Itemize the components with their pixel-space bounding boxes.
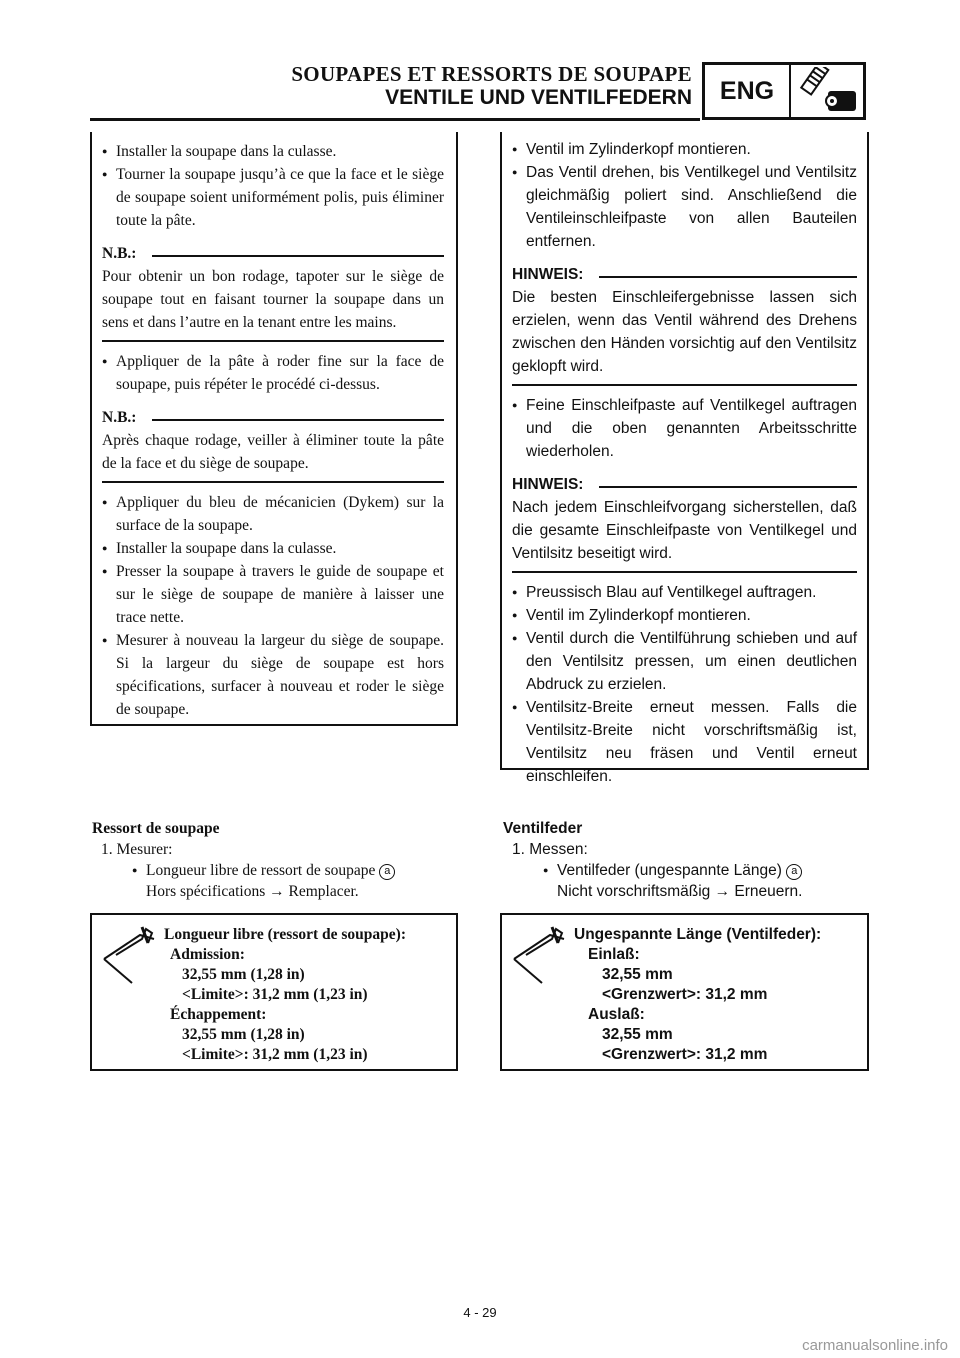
spec-intake-limit: <Limite>: 31,2 mm (1,23 in) [182, 986, 368, 1003]
list-item: ● Presser la soupape à travers le guide de soupape et sur le siège de soupape de manière à laisser une trace nette. [102, 560, 444, 629]
list-item: ● Mesurer à nouveau la largeur du siège de soupape. Si la largeur du siège de soupape est hors spécifications, surfacer à nouveau et roder le siège de soupape. [102, 629, 444, 721]
spec-exhaust-value: 32,55 mm (1,28 in) [182, 1026, 305, 1043]
note-heading [512, 473, 857, 496]
header-rule [90, 118, 700, 121]
spec-box-fr [90, 913, 458, 1071]
spec-intake-label: Einlaß: [588, 946, 640, 963]
note-label: N.B.: [102, 245, 137, 262]
spec-title: Longueur libre (ressort de soupape): [164, 926, 406, 943]
spec-box-de [500, 913, 869, 1071]
callout-marker: a [379, 864, 395, 880]
section-valve-spring-fr [92, 818, 458, 902]
list-item: ● Appliquer de la pâte à roder fine sur la face de soupape, puis répéter le procédé ci-dessus. [102, 350, 444, 396]
spec-intake-value: 32,55 mm [602, 966, 673, 983]
list-item [132, 860, 458, 881]
spec-exhaust-value: 32,55 mm [602, 1026, 673, 1043]
header-title-de: VENTILE UND VENTILFEDERN [385, 86, 692, 109]
list-item: ● Ventil im Zylinderkopf montieren. [512, 138, 857, 161]
spec-intake-label: Admission: [170, 946, 245, 963]
section-valve-spring-de [503, 818, 869, 902]
caliper-icon [512, 925, 566, 990]
instructions-box-fr [90, 132, 458, 726]
item-action: Nicht vorschriftsmäßig → Erneuern. [557, 883, 803, 900]
item-action: Hors spécifications → Remplacer. [146, 883, 359, 900]
list-item: ● Ventil im Zylinderkopf montieren. [512, 604, 857, 627]
item-text: Longueur libre de ressort de soupape [146, 862, 376, 879]
callout-marker: a [786, 864, 802, 880]
list-item: ● Ventil durch die Ventilführung schieben und auf den Ventilsitz pressen, um einen deutlichen Abdruck zu erzielen. [512, 627, 857, 696]
note-text: Die besten Einschleifergebnisse lassen sich erzielen, wenn das Ventil während des Drehens zwischen den Händen vorsichtig auf den Ventilsitz geklopft wird. [512, 286, 857, 386]
list-item [543, 860, 869, 881]
note-heading [512, 263, 857, 286]
spec-text [574, 925, 821, 1065]
list-item: ● Appliquer du bleu de mécanicien (Dykem) sur la surface de la soupape. [102, 491, 444, 537]
spec-exhaust-limit: <Limite>: 31,2 mm (1,23 in) [182, 1046, 368, 1063]
section-title: Ventilfeder [503, 820, 583, 837]
spec-exhaust-limit: <Grenzwert>: 31,2 mm [602, 1046, 768, 1063]
step-label: 1. Mesurer: [101, 841, 173, 858]
list-item: ● Feine Einschleifpaste auf Ventilkegel auftragen und die oben genannten Arbeitsschritte wiederholen. [512, 394, 857, 463]
list-item: ● Tourner la soupape jusqu’à ce que la face et le siège de soupape soient uniformément polis, puis éliminer toute la pâte. [102, 163, 444, 232]
instructions-box-de [500, 132, 869, 785]
spec-intake-value: 32,55 mm (1,28 in) [182, 966, 305, 983]
engine-tool-icon [791, 65, 863, 117]
note-label: N.B.: [102, 409, 137, 426]
header-title-fr: SOUPAPES ET RESSORTS DE SOUPAPE [291, 62, 692, 86]
note-heading [102, 406, 444, 429]
eng-badge [702, 62, 866, 120]
note-label: HINWEIS: [512, 266, 584, 283]
list-item: ● Ventilsitz-Breite erneut messen. Falls die Ventilsitz-Breite nicht vorschriftsmäßig ist, Ventilsitz neu fräsen und Ventil erneut einschleifen. [512, 696, 857, 788]
page-number: 4 - 29 [463, 1305, 497, 1320]
spec-exhaust-label: Auslaß: [588, 1006, 645, 1023]
spec-text [164, 925, 406, 1065]
list-item: ● Installer la soupape dans la culasse. [102, 140, 444, 163]
spec-exhaust-label: Échappement: [170, 1006, 267, 1023]
watermark: carmanualsonline.info [802, 1337, 948, 1354]
item-text: Ventilfeder (ungespannte Länge) [557, 862, 782, 879]
section-title: Ressort de soupape [92, 820, 220, 837]
note-text: Après chaque rodage, veiller à éliminer toute la pâte de la face et du siège de soupape. [102, 429, 444, 483]
list-item: ● Das Ventil drehen, bis Ventilkegel und Ventilsitz gleichmäßig poliert sind. Anschließend die Ventileinschleifpaste von allen Bauteilen entfernen. [512, 161, 857, 253]
step-label: 1. Messen: [512, 841, 588, 858]
caliper-icon [102, 925, 156, 990]
note-heading [102, 242, 444, 265]
spec-intake-limit: <Grenzwert>: 31,2 mm [602, 986, 768, 1003]
note-text: Nach jedem Einschleifvorgang sicherstellen, daß die gesamte Einschleifpaste von Ventilkegel und Ventilsitz beseitigt wird. [512, 496, 857, 573]
eng-badge-label: ENG [705, 65, 791, 117]
note-text: Pour obtenir un bon rodage, tapoter sur le siège de soupape tout en faisant tourner la soupape dans un sens et dans l’autre en la tenant entre les mains. [102, 265, 444, 342]
spec-title: Ungespannte Länge (Ventilfeder): [574, 926, 822, 943]
list-item: ● Preussisch Blau auf Ventilkegel auftragen. [512, 581, 857, 604]
note-label: HINWEIS: [512, 476, 584, 493]
list-item: ● Installer la soupape dans la culasse. [102, 537, 444, 560]
